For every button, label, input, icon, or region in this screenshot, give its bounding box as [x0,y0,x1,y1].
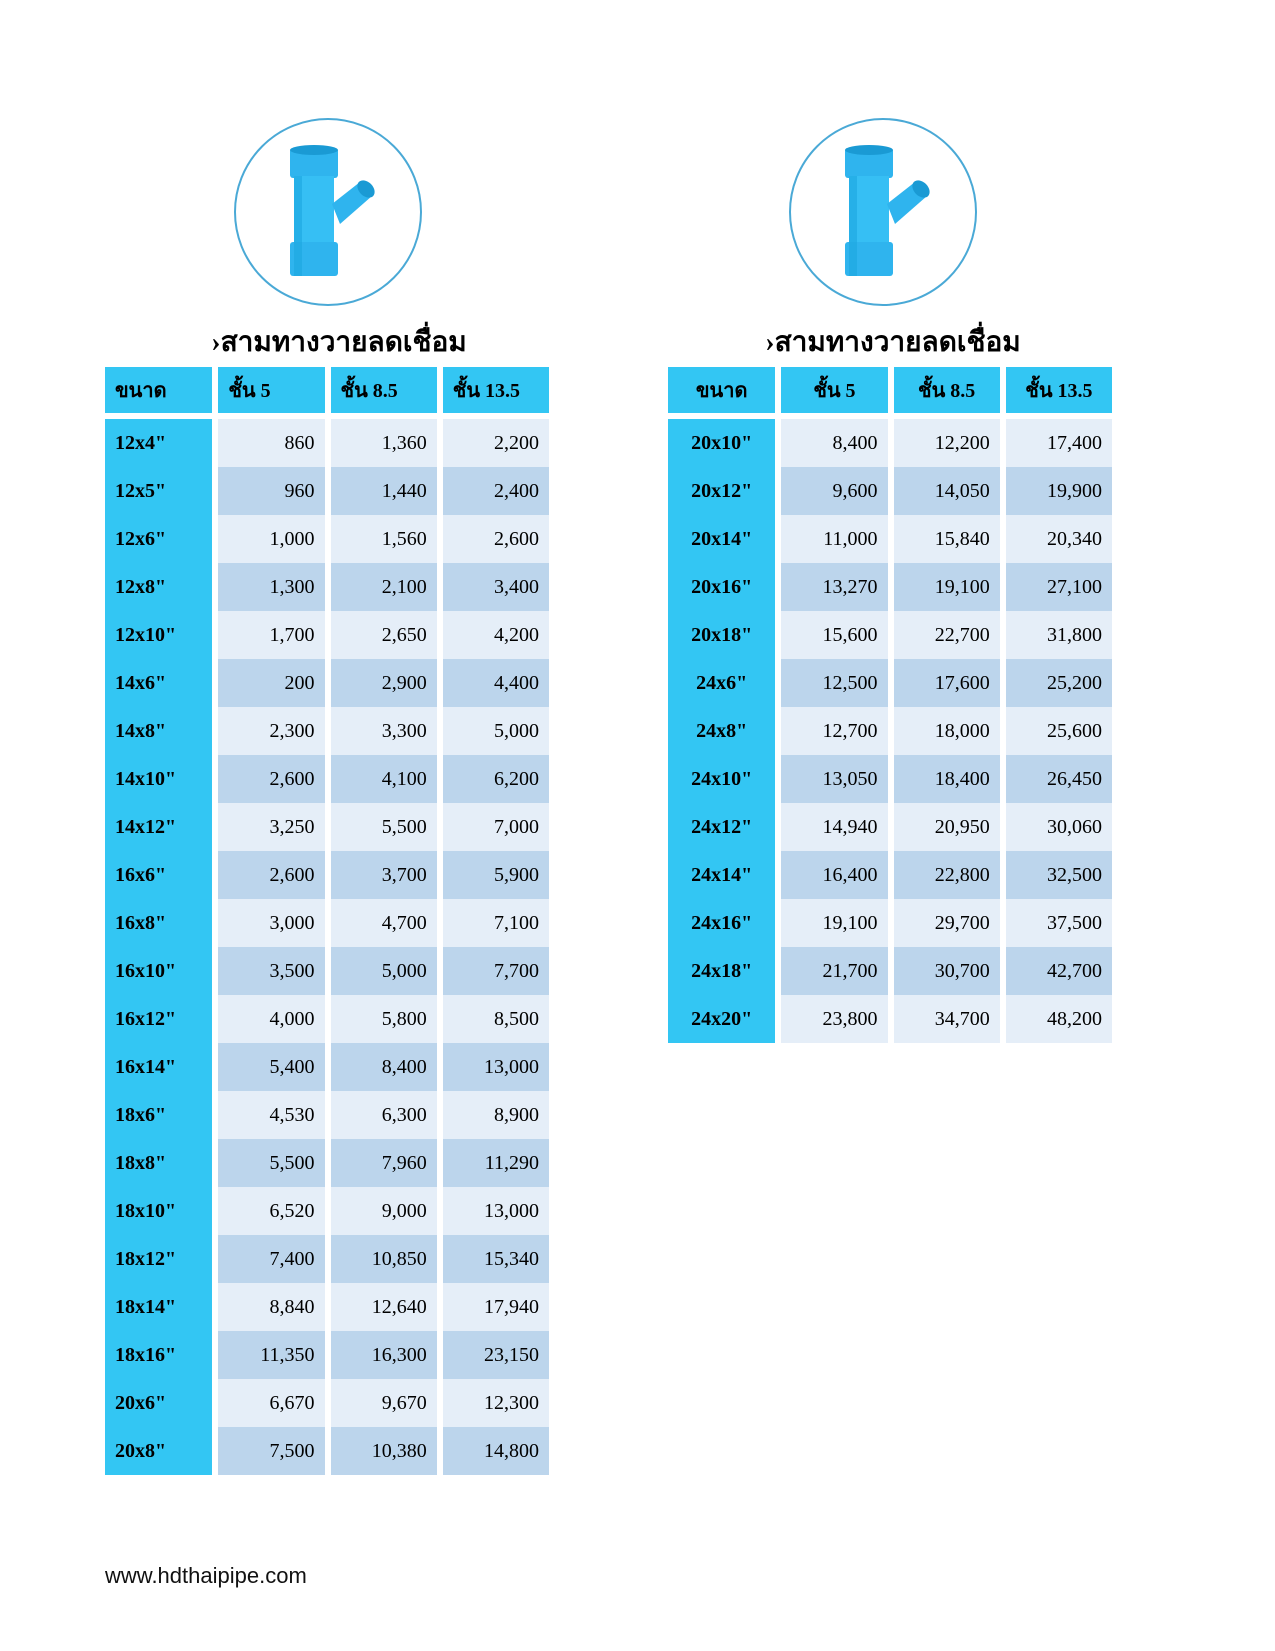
size-cell: 16x14" [105,1043,212,1091]
table-row [668,995,1112,1043]
table-row [668,467,1112,515]
price-cell: 1,000 [218,515,324,563]
size-cell: 20x10" [668,419,775,467]
price-cell: 2,200 [443,419,549,467]
price-cell: 11,350 [218,1331,324,1379]
table-row [105,803,549,851]
price-cell: 2,900 [331,659,437,707]
table-row [668,419,1112,467]
column-header-class-5: ชั้น 5 [218,367,324,413]
table-row [668,563,1112,611]
price-cell: 8,840 [218,1283,324,1331]
table-row [105,1235,549,1283]
price-cell: 8,400 [781,419,887,467]
size-cell: 20x16" [668,563,775,611]
table-row [105,707,549,755]
price-cell: 18,000 [894,707,1000,755]
size-cell: 24x6" [668,659,775,707]
table-row [105,1331,549,1379]
price-cell: 37,500 [1006,899,1112,947]
table-row [668,515,1112,563]
price-cell: 12,640 [331,1283,437,1331]
price-panel-right [668,118,1118,1043]
size-cell: 24x12" [668,803,775,851]
price-cell: 15,340 [443,1235,549,1283]
price-cell: 7,400 [218,1235,324,1283]
price-cell: 7,500 [218,1427,324,1475]
size-cell: 18x8" [105,1139,212,1187]
price-cell: 960 [218,467,324,515]
price-cell: 4,100 [331,755,437,803]
size-cell: 16x10" [105,947,212,995]
price-cell: 23,150 [443,1331,549,1379]
price-cell: 7,700 [443,947,549,995]
size-cell: 20x14" [668,515,775,563]
column-header-class-5: ชั้น 5 [781,367,887,413]
price-cell: 1,440 [331,467,437,515]
table-row [105,1283,549,1331]
price-cell: 14,050 [894,467,1000,515]
price-cell: 48,200 [1006,995,1112,1043]
price-cell: 16,300 [331,1331,437,1379]
size-cell: 12x4" [105,419,212,467]
price-cell: 5,500 [331,803,437,851]
price-cell: 12,700 [781,707,887,755]
table-row [668,659,1112,707]
table-row [105,1091,549,1139]
price-cell: 20,950 [894,803,1000,851]
table-row [105,419,549,467]
price-cell: 2,600 [218,851,324,899]
price-cell: 22,800 [894,851,1000,899]
wye-fitting-image [789,118,977,306]
price-cell: 17,600 [894,659,1000,707]
price-cell: 27,100 [1006,563,1112,611]
size-cell: 24x16" [668,899,775,947]
column-header-class-13-5: ชั้น 13.5 [443,367,549,413]
price-cell: 2,600 [443,515,549,563]
price-cell: 3,400 [443,563,549,611]
table-row [105,995,549,1043]
price-cell: 860 [218,419,324,467]
price-cell: 25,600 [1006,707,1112,755]
table-row [105,659,549,707]
price-cell: 7,960 [331,1139,437,1187]
price-cell: 30,700 [894,947,1000,995]
price-cell: 34,700 [894,995,1000,1043]
table-row [105,1379,549,1427]
table-title: ›สามทางวายลดเชื่อม [211,327,467,358]
table-row [105,467,549,515]
price-cell: 13,000 [443,1187,549,1235]
table-row [105,611,549,659]
price-cell: 32,500 [1006,851,1112,899]
price-cell: 12,500 [781,659,887,707]
table-row [105,851,549,899]
size-cell: 18x12" [105,1235,212,1283]
size-cell: 16x6" [105,851,212,899]
size-cell: 24x10" [668,755,775,803]
size-cell: 20x18" [668,611,775,659]
table-row [668,851,1112,899]
size-cell: 24x20" [668,995,775,1043]
price-cell: 17,400 [1006,419,1112,467]
table-row [105,1139,549,1187]
price-cell: 2,400 [443,467,549,515]
column-header-class-8-5: ชั้น 8.5 [894,367,1000,413]
price-cell: 14,940 [781,803,887,851]
price-panel-left [105,118,555,1475]
price-cell: 14,800 [443,1427,549,1475]
price-cell: 3,500 [218,947,324,995]
size-cell: 12x6" [105,515,212,563]
price-cell: 15,600 [781,611,887,659]
price-cell: 19,900 [1006,467,1112,515]
size-cell: 12x10" [105,611,212,659]
price-cell: 25,200 [1006,659,1112,707]
size-cell: 24x18" [668,947,775,995]
price-cell: 1,300 [218,563,324,611]
price-cell: 15,840 [894,515,1000,563]
price-cell: 26,450 [1006,755,1112,803]
price-cell: 19,100 [894,563,1000,611]
price-cell: 5,000 [331,947,437,995]
price-cell: 6,520 [218,1187,324,1235]
table-row [105,755,549,803]
size-cell: 20x8" [105,1427,212,1475]
size-cell: 16x8" [105,899,212,947]
price-cell: 1,560 [331,515,437,563]
size-cell: 12x5" [105,467,212,515]
table-row [668,803,1112,851]
price-cell: 4,700 [331,899,437,947]
price-cell: 4,400 [443,659,549,707]
price-cell: 9,600 [781,467,887,515]
size-cell: 24x14" [668,851,775,899]
price-table [99,367,555,1475]
price-cell: 5,400 [218,1043,324,1091]
table-row [105,563,549,611]
pvc-reducing-wye-icon [835,142,935,282]
price-cell: 11,000 [781,515,887,563]
price-cell: 6,670 [218,1379,324,1427]
price-cell: 20,340 [1006,515,1112,563]
price-cell: 2,300 [218,707,324,755]
price-cell: 10,380 [331,1427,437,1475]
price-cell: 42,700 [1006,947,1112,995]
price-cell: 5,000 [443,707,549,755]
price-cell: 5,500 [218,1139,324,1187]
price-cell: 3,700 [331,851,437,899]
table-title: ›สามทางวายลดเชื่อม [765,327,1021,358]
price-cell: 5,800 [331,995,437,1043]
size-cell: 12x8" [105,563,212,611]
price-cell: 13,000 [443,1043,549,1091]
table-row [668,899,1112,947]
price-cell: 2,600 [218,755,324,803]
website-url: www.hdthaipipe.com [105,1563,307,1588]
price-cell: 31,800 [1006,611,1112,659]
price-cell: 23,800 [781,995,887,1043]
price-cell: 12,200 [894,419,1000,467]
price-cell: 1,360 [331,419,437,467]
price-cell: 11,290 [443,1139,549,1187]
price-cell: 5,900 [443,851,549,899]
table-row [105,1043,549,1091]
price-cell: 29,700 [894,899,1000,947]
pvc-reducing-wye-icon [280,142,380,282]
price-cell: 9,670 [331,1379,437,1427]
price-cell: 4,200 [443,611,549,659]
table-row [105,515,549,563]
price-cell: 17,940 [443,1283,549,1331]
size-cell: 14x12" [105,803,212,851]
price-cell: 1,700 [218,611,324,659]
size-cell: 14x10" [105,755,212,803]
size-cell: 18x6" [105,1091,212,1139]
size-cell: 16x12" [105,995,212,1043]
size-cell: 14x6" [105,659,212,707]
table-row [668,611,1112,659]
column-header-class-8-5: ชั้น 8.5 [331,367,437,413]
price-cell: 3,300 [331,707,437,755]
table-row [105,899,549,947]
wye-fitting-image [234,118,422,306]
price-cell: 19,100 [781,899,887,947]
price-cell: 8,500 [443,995,549,1043]
size-cell: 20x6" [105,1379,212,1427]
price-cell: 3,250 [218,803,324,851]
price-cell: 3,000 [218,899,324,947]
price-cell: 30,060 [1006,803,1112,851]
size-cell: 20x12" [668,467,775,515]
column-header-size: ขนาด [668,367,775,413]
price-cell: 6,300 [331,1091,437,1139]
column-header-size: ขนาด [105,367,212,413]
table-row [668,755,1112,803]
price-cell: 200 [218,659,324,707]
price-cell: 8,900 [443,1091,549,1139]
price-cell: 13,050 [781,755,887,803]
table-row [668,707,1112,755]
table-row [105,1187,549,1235]
price-cell: 7,100 [443,899,549,947]
price-table [662,367,1118,1043]
price-cell: 2,650 [331,611,437,659]
price-cell: 12,300 [443,1379,549,1427]
price-cell: 7,000 [443,803,549,851]
size-cell: 24x8" [668,707,775,755]
price-cell: 13,270 [781,563,887,611]
price-cell: 6,200 [443,755,549,803]
price-cell: 4,000 [218,995,324,1043]
price-cell: 16,400 [781,851,887,899]
column-header-class-13-5: ชั้น 13.5 [1006,367,1112,413]
price-cell: 18,400 [894,755,1000,803]
price-cell: 4,530 [218,1091,324,1139]
table-row [105,1427,549,1475]
price-cell: 21,700 [781,947,887,995]
table-row [105,947,549,995]
size-cell: 18x16" [105,1331,212,1379]
size-cell: 18x14" [105,1283,212,1331]
price-cell: 22,700 [894,611,1000,659]
table-row [668,947,1112,995]
price-cell: 10,850 [331,1235,437,1283]
size-cell: 14x8" [105,707,212,755]
price-cell: 8,400 [331,1043,437,1091]
price-cell: 9,000 [331,1187,437,1235]
size-cell: 18x10" [105,1187,212,1235]
price-cell: 2,100 [331,563,437,611]
